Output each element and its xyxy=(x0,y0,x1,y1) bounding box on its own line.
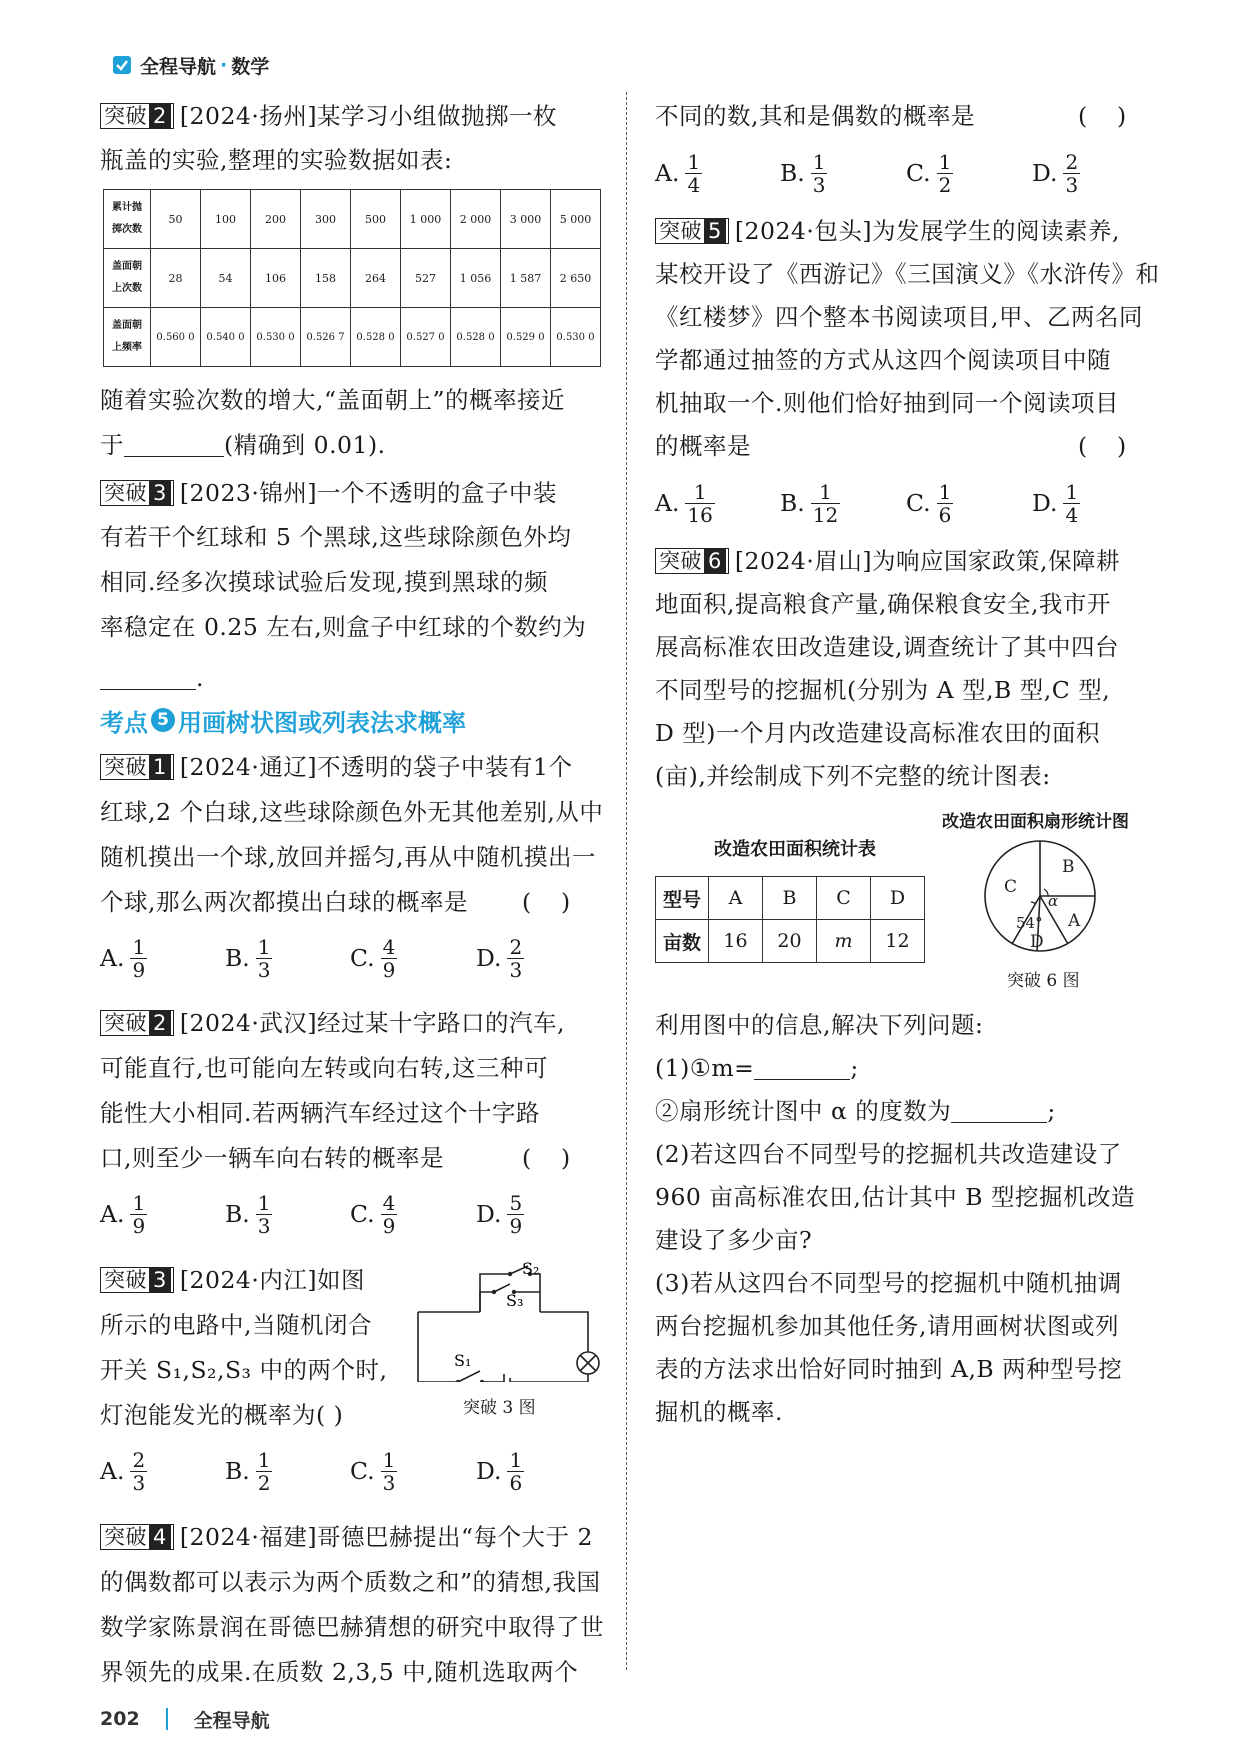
answer-paren[interactable]: ( ) xyxy=(522,888,571,916)
page-number: 202 xyxy=(100,1708,140,1730)
table-cell: 16 xyxy=(709,920,763,963)
q-top3-line4: 率稳定在 0.25 左右,则盒子中红球的个数约为 xyxy=(100,613,587,641)
q6-line5: D 型)一个月内改造建设高标准农田的面积 xyxy=(655,719,1100,747)
q2-line1: 突破 2 [2024·武汉]经过某十字路口的汽车, xyxy=(100,1008,565,1038)
q1-line2: 红球,2 个白球,这些球除颜色外无其他差别,从中 xyxy=(100,798,604,826)
q6-sub9: 表的方法求出恰好同时抽到 A,B 两种型号挖 xyxy=(655,1355,1123,1383)
table-cell: 1 000 xyxy=(401,190,451,249)
table-cell: B xyxy=(763,877,817,920)
fraction: $\frac{1}{12}$ xyxy=(812,479,839,527)
footer-divider xyxy=(166,1708,168,1730)
pie-label-c: C xyxy=(1004,877,1018,897)
option-b[interactable]: B. $\frac{1}{3}$ xyxy=(225,934,271,982)
table-row xyxy=(104,308,601,367)
pie-label-alpha: α xyxy=(1048,892,1059,910)
pie-chart xyxy=(980,836,1100,956)
column-divider xyxy=(626,92,627,1670)
q6-sub3: ②扇形统计图中 α 的度数为 ; xyxy=(655,1097,1056,1125)
q2-line3: 能性大小相同.若两辆汽车经过这个十字路 xyxy=(100,1099,540,1127)
row-header: 型号 xyxy=(656,877,709,920)
table-cell: 50 xyxy=(151,190,201,249)
q3-line3: 开关 S₁,S₂,S₃ 中的两个时, xyxy=(100,1356,388,1384)
switch-label-s3: S₃ xyxy=(506,1291,524,1310)
table-cell: 158 xyxy=(301,249,351,308)
table-cell: 3 000 xyxy=(501,190,551,249)
table-cell: 106 xyxy=(251,249,301,308)
option-c[interactable]: C. $\frac{4}{9}$ xyxy=(350,934,396,982)
fraction: $\frac{1}{3}$ xyxy=(257,1190,271,1238)
q5-line1: 突破 5 [2024·包头]为发展学生的阅读素养, xyxy=(655,216,1120,246)
q4-line1: 突破 4 [2024·福建]哥德巴赫提出“每个大于 2 xyxy=(100,1522,593,1552)
fraction: $\frac{1}{2}$ xyxy=(257,1447,271,1495)
q-top3-line1: 突破 3 [2023·锦州]一个不透明的盒子中装 xyxy=(100,478,557,508)
header-subject: 数学 xyxy=(231,55,270,78)
q-top3-tag: 突破 3 xyxy=(100,480,174,506)
option-a[interactable]: A. $\frac{1}{16}$ xyxy=(655,479,713,527)
fraction: $\frac{1}{3}$ xyxy=(257,934,271,982)
answer-blank[interactable] xyxy=(754,1057,850,1080)
option-b[interactable]: B. $\frac{1}{3}$ xyxy=(780,149,826,197)
option-b[interactable]: B. $\frac{1}{3}$ xyxy=(225,1190,271,1238)
footer-brand: 全程导航 xyxy=(193,1709,270,1732)
q-top2-tag: 突破 2 xyxy=(100,103,174,129)
q5-line3: 《红楼梦》四个整本书阅读项目,甲、乙两名同 xyxy=(655,303,1143,331)
pie-caption: 突破 6 图 xyxy=(1007,971,1080,991)
table-cell: 1 056 xyxy=(451,249,501,308)
experiment-table xyxy=(103,189,601,367)
fraction: $\frac{1}{2}$ xyxy=(938,149,952,197)
q3-line1: 突破 3 [2024·内江]如图 xyxy=(100,1265,365,1295)
answer-paren[interactable]: ( ) xyxy=(1078,432,1127,460)
answer-paren[interactable]: ( ) xyxy=(1078,102,1127,130)
fraction: $\frac{1}{16}$ xyxy=(687,479,713,527)
fraction: $\frac{4}{9}$ xyxy=(382,1190,396,1238)
q5-line2: 某校开设了《西游记》《三国演义》《水浒传》和 xyxy=(655,260,1160,288)
table-cell: m xyxy=(817,920,871,963)
option-d[interactable]: D. $\frac{1}{6}$ xyxy=(476,1447,523,1495)
q4-line4: 界领先的成果.在质数 2,3,5 中,随机选取两个 xyxy=(100,1658,579,1686)
table-row xyxy=(656,920,925,963)
q6-line3: 展高标准农田改造建设,调查统计了其中四台 xyxy=(655,633,1119,661)
fraction: $\frac{2}{3}$ xyxy=(509,934,523,982)
fraction: $\frac{2}{3}$ xyxy=(132,1447,146,1495)
fraction: $\frac{1}{4}$ xyxy=(687,149,701,197)
farm-table xyxy=(655,876,925,963)
farm-table-title: 改造农田面积统计表 xyxy=(714,839,876,860)
row-header: 累计抛 掷次数 xyxy=(104,190,151,249)
fraction: $\frac{1}{6}$ xyxy=(938,479,952,527)
table-cell: 2 000 xyxy=(451,190,501,249)
check-icon xyxy=(112,55,132,75)
q6-sub7: (3)若从这四台不同型号的挖掘机中随机抽调 xyxy=(655,1269,1122,1297)
row-header: 盖面朝 上次数 xyxy=(104,249,151,308)
q-top3-line5: . xyxy=(100,663,204,693)
table-cell: 0.527 0 xyxy=(401,308,451,367)
table-cell: 0.530 0 xyxy=(251,308,301,367)
table-cell: 2 650 xyxy=(551,249,601,308)
option-c[interactable]: C. $\frac{1}{6}$ xyxy=(906,479,952,527)
q-top3-line2: 有若干个红球和 5 个黑球,这些球除颜色外均 xyxy=(100,523,572,551)
fraction: $\frac{1}{9}$ xyxy=(132,1190,146,1238)
table-row xyxy=(104,190,601,249)
table-cell: 1 587 xyxy=(501,249,551,308)
q1-line3: 随机摸出一个球,放回并摇匀,再从中随机摸出一 xyxy=(100,843,596,871)
fraction: $\frac{1}{3}$ xyxy=(812,149,826,197)
row-header: 盖面朝 上频率 xyxy=(104,308,151,367)
table-cell: 500 xyxy=(351,190,401,249)
q4-line3: 数学家陈景润在哥德巴赫猜想的研究中取得了世 xyxy=(100,1613,604,1641)
fraction: $\frac{1}{6}$ xyxy=(509,1447,523,1495)
q6-sub6: 建设了多少亩? xyxy=(655,1226,813,1254)
q6-sub1: 利用图中的信息,解决下列问题: xyxy=(655,1011,984,1039)
option-c[interactable]: C. $\frac{1}{3}$ xyxy=(350,1447,396,1495)
q6-sub10: 掘机的概率. xyxy=(655,1398,783,1426)
table-row xyxy=(656,877,925,920)
option-c[interactable]: C. $\frac{1}{2}$ xyxy=(906,149,952,197)
q4-tag: 突破 4 xyxy=(100,1524,174,1550)
q6-line6: (亩),并绘制成下列不完整的统计图表: xyxy=(655,762,1051,790)
table-cell: 100 xyxy=(201,190,251,249)
table-cell: 5 000 xyxy=(551,190,601,249)
table-cell: 0.530 0 xyxy=(551,308,601,367)
table-cell: 527 xyxy=(401,249,451,308)
table-cell: C xyxy=(817,877,871,920)
q-top2-line2: 瓶盖的实验,整理的实验数据如表: xyxy=(100,146,453,174)
fraction: $\frac{5}{9}$ xyxy=(509,1190,523,1238)
q6-sub5: 960 亩高标准农田,估计其中 B 型挖掘机改造 xyxy=(655,1183,1136,1211)
q2-tag: 突破 2 xyxy=(100,1010,174,1036)
circuit-caption: 突破 3 图 xyxy=(463,1398,536,1418)
table-cell: 200 xyxy=(251,190,301,249)
option-b[interactable]: B. $\frac{1}{12}$ xyxy=(780,479,839,527)
q4-line2: 的偶数都可以表示为两个质数之和”的猜想,我国 xyxy=(100,1568,601,1596)
table-cell: 0.529 0 xyxy=(501,308,551,367)
answer-blank[interactable] xyxy=(951,1100,1047,1123)
table-cell: 54 xyxy=(201,249,251,308)
answer-blank[interactable] xyxy=(124,434,224,457)
option-a[interactable]: A. $\frac{1}{9}$ xyxy=(100,934,146,982)
fraction: $\frac{1}{3}$ xyxy=(382,1447,396,1495)
q5-line4: 学都通过抽签的方式从这四个阅读项目中随 xyxy=(655,346,1111,374)
q6-sub2: (1)①m= ; xyxy=(655,1054,859,1082)
fraction: $\frac{2}{3}$ xyxy=(1065,149,1079,197)
option-a[interactable]: A. $\frac{2}{3}$ xyxy=(100,1447,146,1495)
option-d[interactable]: D. $\frac{5}{9}$ xyxy=(476,1190,523,1238)
option-d[interactable]: D. $\frac{2}{3}$ xyxy=(476,934,523,982)
fraction: $\frac{4}{9}$ xyxy=(382,934,396,982)
table-cell: 0.526 7 xyxy=(301,308,351,367)
row-header: 亩数 xyxy=(656,920,709,963)
q6-line4: 不同型号的挖掘机(分别为 A 型,B 型,C 型, xyxy=(655,676,1111,704)
q6-tag: 突破 6 xyxy=(655,548,729,574)
q5-line6: 的概率是 xyxy=(655,432,751,460)
header-dot: · xyxy=(220,54,228,76)
pie-label-d: D xyxy=(1030,932,1044,952)
q3-line4: 灯泡能发光的概率为( ) xyxy=(100,1401,344,1429)
header-brand: 全程导航 xyxy=(140,55,217,78)
table-cell: 0.528 0 xyxy=(451,308,501,367)
pie-label-angle: 54° xyxy=(1016,914,1043,932)
fraction: $\frac{1}{4}$ xyxy=(1065,479,1079,527)
switch-label-s2: S₂ xyxy=(522,1262,540,1278)
table-cell: 300 xyxy=(301,190,351,249)
q4-cont: 不同的数,其和是偶数的概率是 xyxy=(655,102,975,130)
option-a[interactable]: A. $\frac{1}{9}$ xyxy=(100,1190,146,1238)
q-top3-line3: 相同.经多次摸球试验后发现,摸到黑球的频 xyxy=(100,568,548,596)
q6-sub4: (2)若这四台不同型号的挖掘机共改造建设了 xyxy=(655,1140,1122,1168)
section-number-badge: 5 xyxy=(151,708,175,732)
q5-tag: 突破 5 xyxy=(655,218,729,244)
table-row xyxy=(104,249,601,308)
pie-label-b: B xyxy=(1062,857,1075,877)
q3-line2: 所示的电路中,当随机闭合 xyxy=(100,1311,372,1339)
q5-line5: 机抽取一个.则他们恰好抽到同一个阅读项目 xyxy=(655,389,1119,417)
q6-sub8: 两台挖掘机参加其他任务,请用画树状图或列 xyxy=(655,1312,1119,1340)
q6-line1: 突破 6 [2024·眉山]为响应国家政策,保障耕 xyxy=(655,546,1120,576)
pie-label-a: A xyxy=(1068,911,1081,931)
pie-chart-title: 改造农田面积扇形统计图 xyxy=(942,812,1129,832)
q2-line2: 可能直行,也可能向左转或向右转,这三种可 xyxy=(100,1054,548,1082)
table-cell: 0.560 0 xyxy=(151,308,201,367)
q2-line4: 口,则至少一辆车向右转的概率是 xyxy=(100,1144,444,1172)
answer-blank[interactable] xyxy=(100,667,196,690)
table-cell: A xyxy=(709,877,763,920)
q1-line4: 个球,那么两次都摸出白球的概率是 xyxy=(100,888,468,916)
switch-label-s1: S₁ xyxy=(454,1351,472,1370)
page-footer xyxy=(100,1704,270,1734)
table-cell: 12 xyxy=(871,920,925,963)
q3-tag: 突破 3 xyxy=(100,1267,174,1293)
q1-line1: 突破 1 [2024·通辽]不透明的袋子中装有1个 xyxy=(100,752,572,782)
table-cell: 28 xyxy=(151,249,201,308)
q1-tag: 突破 1 xyxy=(100,754,174,780)
q-top2-line3: 随着实验次数的增大,“盖面朝上”的概率接近 xyxy=(100,386,565,414)
circuit-diagram xyxy=(410,1262,610,1382)
option-b[interactable]: B. $\frac{1}{2}$ xyxy=(225,1447,271,1495)
option-a[interactable]: A. $\frac{1}{4}$ xyxy=(655,149,701,197)
q-top2-line1: 突破 2 [2024·扬州]某学习小组做抛掷一枚 xyxy=(100,101,557,131)
page-header xyxy=(112,50,269,80)
option-d[interactable]: D. $\frac{1}{4}$ xyxy=(1032,479,1079,527)
table-cell: D xyxy=(871,877,925,920)
q6-line2: 地面积,提高粮食产量,确保粮食安全,我市开 xyxy=(655,590,1111,618)
fraction: $\frac{1}{9}$ xyxy=(132,934,146,982)
table-cell: 264 xyxy=(351,249,401,308)
q-top2-line4: 于 (精确到 0.01). xyxy=(100,431,386,459)
option-c[interactable]: C. $\frac{4}{9}$ xyxy=(350,1190,396,1238)
table-cell: 0.528 0 xyxy=(351,308,401,367)
section-heading: 考点 5 用画树状图或列表法求概率 xyxy=(100,708,466,737)
option-d[interactable]: D. $\frac{2}{3}$ xyxy=(1032,149,1079,197)
answer-paren[interactable]: ( ) xyxy=(522,1144,571,1172)
table-cell: 0.540 0 xyxy=(201,308,251,367)
table-cell: 20 xyxy=(763,920,817,963)
